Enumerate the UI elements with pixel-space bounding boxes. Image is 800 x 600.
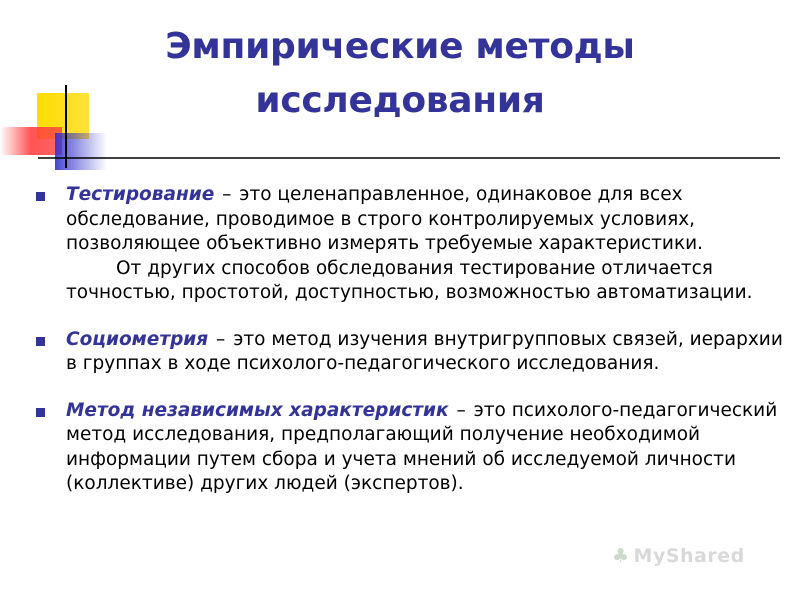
bullet-icon xyxy=(36,337,45,346)
paragraph-testing-extra: От других способов обследования тестирование отличается точностью, простотой, доступностью, возможностью автоматизации. xyxy=(66,257,753,303)
slide-title: Эмпирические методы исследования xyxy=(165,26,635,121)
dash: – xyxy=(222,184,232,205)
list-item-sociometry xyxy=(36,328,786,377)
tree-icon: ♣ xyxy=(612,545,630,567)
definition-testing: это целенаправленное, одинаковое для всех обследование, проводимое в строго контролируемых условиях, позволяющее объективно измерять требуемые характеристики. xyxy=(66,184,704,254)
list-item-testing xyxy=(36,183,786,257)
dash: – xyxy=(216,328,226,350)
term-independent-characteristics: Метод независимых характеристик xyxy=(66,399,449,421)
list-item-independent-characteristics xyxy=(36,399,786,497)
bullet-icon xyxy=(36,408,45,417)
term-testing: Тестирование xyxy=(66,184,215,205)
bullet-icon xyxy=(36,192,45,201)
red-square xyxy=(0,127,62,155)
watermark-text: MyShared xyxy=(633,545,745,567)
term-sociometry: Социометрия xyxy=(66,328,209,350)
definition-sociometry: это метод изучения внутригрупповых связей, иерархии в группах в ходе психолого-педагогического исследования. xyxy=(66,328,783,374)
dash: – xyxy=(456,399,466,421)
definition-independent-characteristics: это психолого-педагогический метод исследования, предполагающий получение необходимой информации путем сбора и учета мнений об исследуемой личности (коллективе) других людей (экспертов). xyxy=(66,399,778,494)
watermark xyxy=(612,545,745,567)
blue-square xyxy=(55,133,107,170)
slide-content xyxy=(36,183,786,497)
